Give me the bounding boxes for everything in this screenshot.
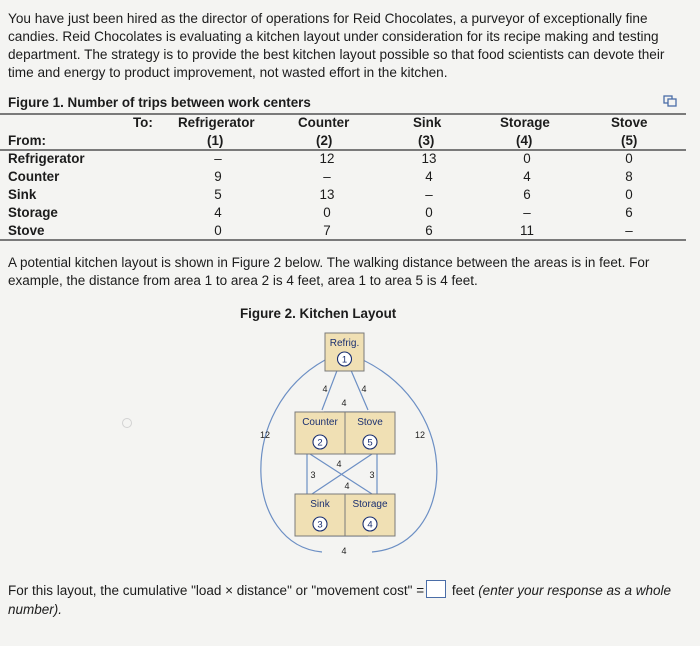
cell-r4-c2: 0 (323, 205, 331, 220)
cell-r1-c1: – (214, 151, 222, 166)
row-label-sink: Sink (8, 187, 37, 202)
col-header-refrigerator: Refrigerator (178, 115, 255, 130)
col-id-4: (4) (516, 133, 533, 148)
sink-number: 3 (317, 519, 323, 531)
cell-r3-c4: 6 (523, 187, 531, 202)
stove-number: 5 (367, 437, 373, 449)
figure2-title: Figure 2. Kitchen Layout (240, 306, 397, 321)
sink-label: Sink (310, 499, 330, 510)
cell-r2-c3: 4 (425, 169, 433, 184)
cell-r4-c4: – (523, 205, 531, 220)
col-header-sink: Sink (413, 115, 442, 130)
cell-r2-c4: 4 (523, 169, 531, 184)
col-id-2: (2) (316, 133, 333, 148)
refrig-label: Refrig. (329, 338, 360, 349)
cell-r5-c1: 0 (214, 223, 222, 238)
cell-r4-c3: 0 (425, 205, 433, 220)
table-bottom-rule (0, 239, 686, 241)
cell-r3-c2: 13 (319, 187, 335, 202)
col-header-counter: Counter (298, 115, 350, 130)
row-label-stove: Stove (8, 223, 45, 238)
figure1-title: Figure 1. Number of trips between work centers (8, 95, 311, 110)
row-label-storage: Storage (8, 205, 58, 220)
to-label: To: (133, 115, 153, 130)
cell-r5-c2: 7 (323, 223, 331, 238)
storage-number: 4 (367, 519, 373, 531)
cell-r4-c1: 4 (214, 205, 222, 220)
col-header-stove: Stove (611, 115, 648, 130)
dist-refrig-counter: 4 (322, 384, 328, 394)
cell-r2-c1: 9 (214, 169, 222, 184)
counter-number: 2 (317, 437, 323, 449)
layout-description: A potential kitchen layout is shown in Figure 2 below. The walking distance between the areas is in feet. For example, the distance from area 1 to area 2 is 4 feet, area 1 to area 5 is 4 feet. (8, 255, 650, 288)
cell-r2-c2: – (323, 169, 331, 184)
cell-r3-c3: – (425, 187, 433, 202)
cell-r2-c5: 8 (625, 169, 633, 184)
dist-stove-storage: 3 (369, 470, 375, 480)
row-label-counter: Counter (8, 169, 60, 184)
col-id-3: (3) (418, 133, 435, 148)
cell-r1-c2: 12 (319, 151, 335, 166)
dist-refrig-storage: 12 (414, 430, 426, 440)
dist-refrig-sink: 12 (259, 430, 271, 440)
question-unit: feet (451, 583, 475, 598)
question-before: For this layout, the cumulative "load × distance" or "movement cost" = (8, 583, 425, 598)
dist-counter-sink: 3 (310, 470, 316, 480)
cell-r5-c5: – (625, 223, 633, 238)
decorative-circle (122, 418, 132, 428)
intro-paragraph: You have just been hired as the director of operations for Reid Chocolates, a purveyor of exceptionally fine candies. Reid Chocolates is evaluating a kitchen layout under consideration for its recipe making and testing department. The strategy is to provide the best kitchen layout possible so that food scientists can devote their time and energy to product improvement, not wasted effort in the kitchen. (8, 11, 665, 80)
col-id-1: (1) (207, 133, 224, 148)
stove-label: Stove (357, 417, 383, 428)
storage-label: Storage (352, 499, 388, 510)
cell-r1-c3: 13 (421, 151, 437, 166)
dist-counter-stove: 4 (341, 398, 347, 408)
counter-label: Counter (302, 417, 338, 428)
dist-stove-sink: 4 (336, 459, 342, 469)
question-hint: (enter your response as a whole number). (8, 583, 672, 617)
kitchen-layout-diagram (250, 330, 450, 566)
header-rule (0, 149, 686, 151)
cell-r1-c4: 0 (523, 151, 531, 166)
cell-r1-c5: 0 (625, 151, 633, 166)
col-id-5: (5) (621, 133, 638, 148)
copy-icon[interactable] (663, 95, 677, 107)
answer-input[interactable] (426, 580, 446, 598)
from-label: From: (8, 133, 46, 148)
cell-r5-c3: 6 (425, 223, 433, 238)
cell-r3-c1: 5 (214, 187, 222, 202)
dist-refrig-stove: 4 (361, 384, 367, 394)
dist-sink-storage: 4 (341, 546, 347, 556)
refrig-number: 1 (341, 354, 348, 366)
col-header-storage: Storage (500, 115, 550, 130)
question-text (8, 580, 698, 619)
cell-r5-c4: 11 (520, 223, 534, 238)
dist-counter-storage: 4 (344, 481, 350, 491)
trips-table (0, 113, 700, 241)
row-label-refrigerator: Refrigerator (8, 151, 85, 166)
cell-r4-c5: 6 (625, 205, 633, 220)
cell-r3-c5: 0 (625, 187, 633, 202)
